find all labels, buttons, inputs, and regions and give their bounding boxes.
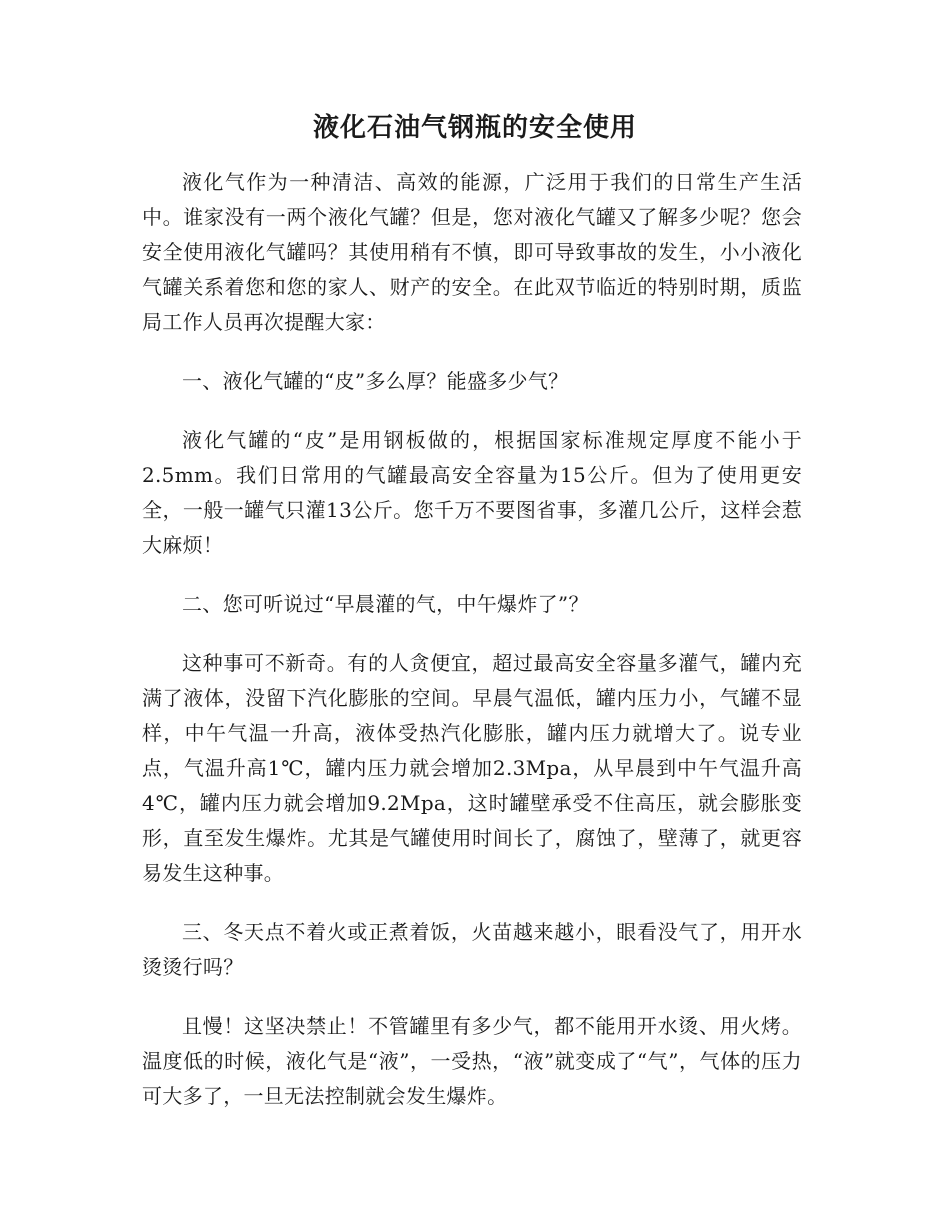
section-heading-1: 一、液化气罐的“皮”多么厚？能盛多少气？: [182, 369, 569, 393]
section-paragraph-2: 这种事可不新奇。有的人贪便宜，超过最高安全容量多灌气，罐内充满了液体，没留下汽化膨胀的空间。早晨气温低，罐内压力小，气罐不显样，中午气温一升高，液体受热汽化膨胀，罐内压力就增大了。说专业点，气温升高1℃，罐内压力就会增加2.3Mpa，从早晨到中午气温升高4℃，罐内压力就会增加9.2Mpa，这时罐壁承受不住高压，就会膨胀变形，直至发生爆炸。尤其是气罐使用时间长了，腐蚀了，壁薄了，就更容易发生这种事。: [142, 651, 802, 885]
section-heading-3: 三、冬天点不着火或正煮着饭，火苗越来越小，眼看没气了，用开水烫烫行吗？: [142, 920, 802, 979]
section-heading-2: 二、您可听说过“早晨灌的气，中午爆炸了”？: [182, 592, 589, 616]
section-paragraph-3: 且慢！这坚决禁止！不管罐里有多少气，都不能用开水烫、用火烤。温度低的时候，液化气是“液”，一受热，“液”就变成了“气”，气体的压力可大多了，一旦无法控制就会发生爆炸。: [142, 1014, 802, 1108]
intro-paragraph: 液化气作为一种清洁、高效的能源，广泛用于我们的日常生产生活中。谁家没有一两个液化气罐？但是，您对液化气罐又了解多少呢？您会安全使用液化气罐吗？其使用稍有不慎，即可导致事故的发生，小小液化气罐关系着您和您的家人、财产的安全。在此双节临近的特别时期，质监局工作人员再次提醒大家：: [142, 170, 802, 334]
document-body: [142, 165, 802, 1138]
document-title: 液化石油气钢瓶的安全使用: [312, 113, 637, 143]
section-paragraph-1: 液化气罐的“皮”是用钢板做的，根据国家标准规定厚度不能小于2.5mm。我们日常用的气罐最高安全容量为15公斤。但为了使用更安全，一般一罐气只灌13公斤。您千万不要图省事，多灌几公斤，这样会惹大麻烦！: [142, 428, 802, 557]
